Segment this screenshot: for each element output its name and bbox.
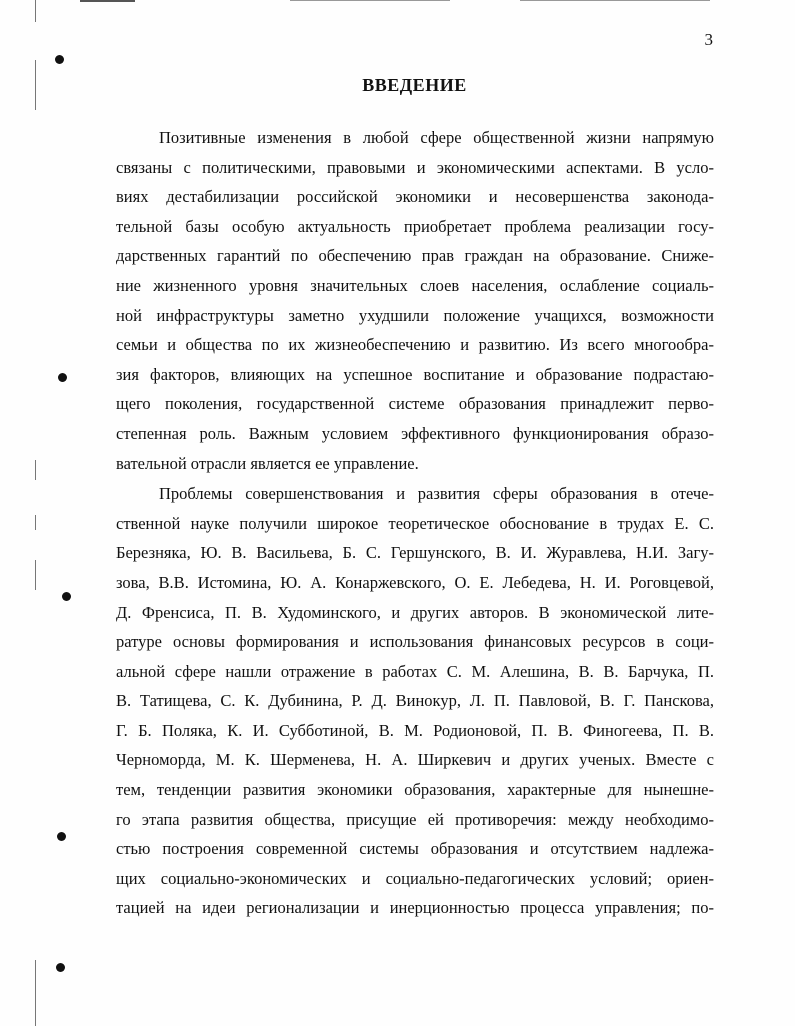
text-line: Позитивные изменения в любой сфере общественной жизни напрямую	[159, 128, 714, 147]
body-text	[116, 123, 714, 923]
page-number: 3	[704, 30, 713, 49]
text-line: щих социально-экономических и социально-педагогических условий; ориен-	[116, 868, 714, 888]
paragraph	[116, 479, 714, 923]
scan-margin-line	[35, 960, 36, 1026]
text-line: Березняка, Ю. В. Васильева, Б. С. Гершунского, В. И. Журавлева, Н.И. Загу-	[116, 543, 714, 563]
punch-hole-mark	[58, 373, 67, 382]
text-line: альной сфере нашли отражение в работах С. М. Алешина, В. В. Барчука, П.	[116, 661, 714, 681]
text-line: ной инфраструктуры заметно ухудшили положение учащихся, возможности	[116, 305, 714, 325]
text-line: щего поколения, государственной системе образования принадлежит перво-	[116, 394, 714, 414]
scan-margin-line	[35, 460, 36, 480]
scan-margin-line	[35, 515, 36, 530]
text-line: ственной науке получили широкое теоретическое обоснование в трудах Е. С.	[116, 513, 714, 533]
paragraph	[116, 123, 714, 478]
scan-edge-line	[520, 0, 710, 1]
text-line: го этапа развития общества, присущие ей противоречия: между необходимо-	[116, 809, 714, 829]
punch-hole-mark	[56, 963, 65, 972]
text-line: В. Татищева, С. К. Дубинина, Р. Д. Винокур, Л. П. Павловой, В. Г. Панскова,	[116, 691, 714, 711]
punch-hole-mark	[57, 832, 66, 841]
text-line: виях дестабилизации российской экономики и несовершенства законода-	[116, 187, 714, 207]
scan-margin-line	[35, 560, 36, 590]
text-line: зия факторов, влияющих на успешное воспитание и образование подрастаю-	[116, 364, 714, 384]
scan-edge-line	[290, 0, 450, 1]
text-line: дарственных гарантий по обеспечению прав граждан на образование. Сниже-	[116, 246, 714, 266]
text-line: семьи и общества по их жизнеобеспечению и развитию. Из всего многообра-	[116, 335, 714, 355]
text-line: Черноморда, М. К. Шерменева, Н. А. Ширкевич и других ученых. Вместе с	[116, 750, 714, 770]
text-line: зова, В.В. Истомина, Ю. А. Конаржевского, О. Е. Лебедева, Н. И. Роговцевой,	[116, 572, 714, 592]
scan-edge-line	[80, 0, 135, 2]
punch-hole-mark	[55, 55, 64, 64]
text-line: ние жизненного уровня значительных слоев населения, ослабление социаль-	[116, 275, 714, 295]
text-line: тацией на идеи регионализации и инерционностью процесса управления; по-	[116, 898, 714, 918]
text-line: Г. Б. Поляка, К. И. Субботиной, В. М. Родионовой, П. В. Финогеева, П. В.	[116, 720, 714, 740]
text-line: тельной базы особую актуальность приобретает проблема реализации госу-	[116, 216, 714, 236]
section-heading: ВВЕДЕНИЕ	[362, 75, 467, 95]
text-line: ратуре основы формирования и использования финансовых ресурсов в соци-	[116, 632, 714, 652]
text-line: стью построения современной системы образования и отсутствием надлежа-	[116, 839, 714, 859]
text-line: тем, тенденции развития экономики образования, характерные для нынешне-	[116, 780, 714, 800]
scan-margin-line	[35, 0, 36, 22]
text-line: связаны с политическими, правовыми и экономическими аспектами. В усло-	[116, 157, 714, 177]
text-line: Проблемы совершенствования и развития сферы образования в отече-	[159, 484, 714, 504]
text-line: вательной отрасли является ее управление.	[116, 453, 419, 473]
text-line: Д. Френсиса, П. В. Худоминского, и других авторов. В экономической лите-	[116, 602, 714, 622]
text-line: степенная роль. Важным условием эффективного функционирования образо-	[116, 423, 714, 443]
punch-hole-mark	[62, 592, 71, 601]
